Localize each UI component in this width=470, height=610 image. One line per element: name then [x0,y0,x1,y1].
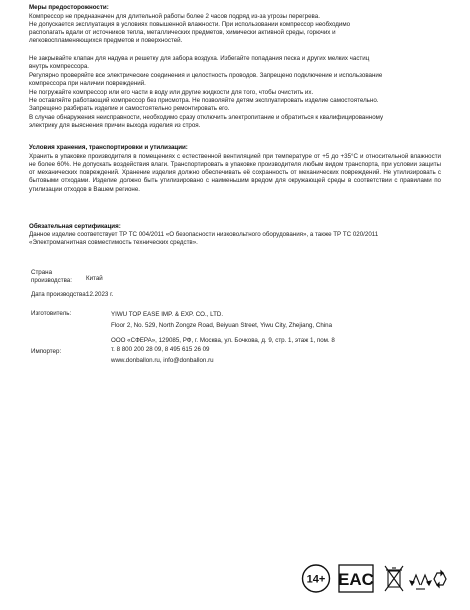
country-label: Страна [31,268,53,276]
importer-address: ООО «СФЕРА», 129085, РФ, г. Москва, ул. Бочкова, д. 9, стр. 1, этаж 1, пом. 8 [111,337,335,344]
precautions-heading: Меры предосторожности: [29,4,109,11]
marks-svg [300,563,450,595]
date-label: Дата производства: [31,290,88,298]
precautions-line: Запрещено разбирать изделие и самостоятельно ремонтировать его. [29,105,230,113]
importer-label: Импортер: [31,347,62,355]
country-label: производства: [31,276,72,284]
storage-heading: Условия хранения, транспортировки и утилизации: [29,144,188,151]
importer-phone: т. 8 800 200 28 09, 8 495 615 26 09 [111,346,210,353]
precautions-line: Не закрывайте клапан для надува и решетку для забора воздуха. Избегайте попадания песка и других мелких частиц [29,54,370,62]
precautions-line: располагать вдали от источников тепла, металлических предметов, химически активной среды, горючих и [29,29,336,37]
certification-line: «Электромагнитная совместимость технических средств». [29,239,198,247]
age-rating-text: 14+ [306,573,326,586]
mobius-loop-icon [434,571,446,587]
precautions-line: электрику для выяснения причин выхода изделия из строя. [29,122,201,130]
precautions-line: легковоспламеняющихся предметов и поверхностей. [29,37,183,45]
certification-heading: Обязательная сертификация: [29,222,121,230]
precautions-line: Не допускается эксплуатация в условиях повышенной влажности. При использовании компрессор необходимо [29,20,351,28]
date-value: 12.2023 г. [86,291,114,298]
country-value: Китай [86,274,103,282]
eac-mark-icon [338,565,374,592]
precautions-line: Регулярно проверяйте все электрические соединения и целостность проводов. Запрещено подключение и использование [29,71,383,79]
eac-mark-text: EAC [338,570,374,589]
precautions-line: компрессора при наличии повреждений. [29,79,146,87]
manufacturer-address: Floor 2, No. 529, North Zongze Road, Beiyuan Street, Yiwu City, Zhejiang, China [111,321,333,329]
crossed-bin-icon [385,566,403,591]
certification-marks [300,563,450,595]
certification-line: Данное изделие соответствует ТР ТС 004/2011 «О безопасности низковольтного оборудования», а также ТР ТС 020/2011 [29,231,379,238]
precautions-line: Компрессор не предназначен для длительной работы более 2 часов подряд из-за угрозы перегрева. [29,12,320,20]
importer-web: www.donballon.ru, info@donballon.ru [111,356,214,364]
manufacturer-name: YIWU TOP EASE IMP. & EXP. CO., LTD. [111,311,224,318]
precautions-line: Не оставляйте работающий компрессор без присмотра. Не позволяйте детям эксплуатировать изделие самостоятельно. [29,96,379,104]
storage-text: Хранить в упаковке производителя в помещениях с естественной вентиляцией при температуре от +5 до +35°С и относительной влажности не более 60%. Не допускать воздействия влаги. Транспортировать в упаковке производителя любым видом транспорта, при условии защиты от механических повреждений. Хранение изделия должно обеспечивать её сохранность от механических повреждений. Не утилизировать с бытовыми отходами. Изделие должно быть утилизировано с наименьшим вредом для окружающей среды в соответствии с правилами по утилизации отходов в Вашем регионе. [29,152,441,193]
age-rating-icon [303,565,330,592]
precautions-line: В случае обнаружения неисправности, необходимо сразу отключить электропитание и обратиться к квалифицированному [29,113,384,121]
recycle-icon [410,575,431,589]
precautions-line: Не погружайте компрессор или его части в воду или другие жидкости для того, чтобы очистить их. [29,88,314,96]
precautions-line: внутрь компрессора. [29,62,90,70]
manufacturer-label: Изготовитель: [31,310,72,317]
